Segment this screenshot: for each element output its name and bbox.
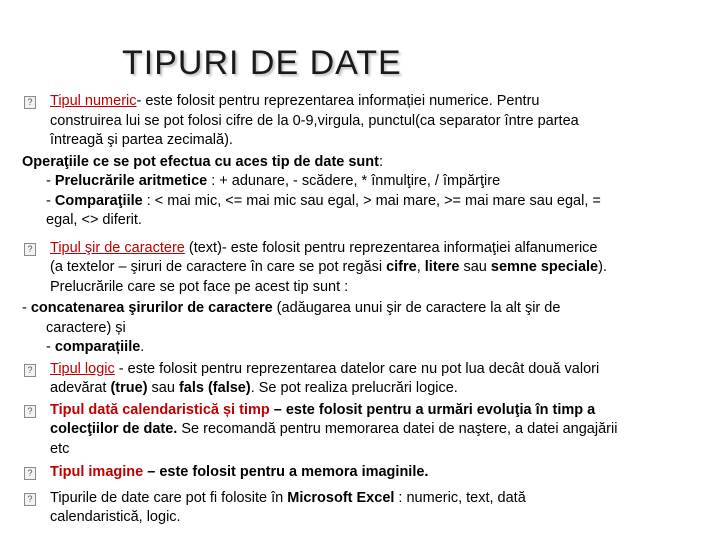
bullet-icon: ? [24,493,36,506]
slide-title: TIPURI DE DATE [122,44,402,82]
term-logic: Tipul logic [50,360,115,377]
list-item-excel: ? Tipurile de date care pot fi folosite în Microsoft Excel : numeric, text, dată calendaristică, logic. [22,489,702,528]
bullet-icon: ? [24,243,36,256]
bullet-icon: ? [24,467,36,480]
term-date: Tipul dată calendaristică și timp [50,401,270,418]
concat-block: - concatenarea şirurilor de caractere (adăugarea unui şir de caractere la alt şir de caractere) și - comparațiile. [22,300,561,355]
list-item-logic: ? Tipul logic - este folosit pentru reprezentarea datelor care nu pot lua decât două valori adevărat (true) sau fals (false). Se pot realiza prelucrări logice. [22,360,702,399]
bullet-icon: ? [24,96,36,109]
operations-block: Operaţiile ce se pot efectua cu aces tip de date sunt: - Prelucrările aritmetice : + adunare, - scădere, * înmulţire, / împărţire - Comparaţiile : < mai mic, <= mai mic sau egal, > mai mare, >= mai mare sau egal, = egal, <> diferit. [22,153,702,231]
bullet-icon: ? [24,405,36,418]
excel-name: Microsoft Excel [287,489,395,506]
arith-line: - Prelucrările aritmetice : + adunare, - scădere, * înmulţire, / împărţire [46,173,501,189]
list-item-date: ? Tipul dată calendaristică și timp – este folosit pentru a urmări evoluţia în timp a colecţiilor de date. Se recomandă pentru memorarea datei de naştere, a datei angajării etc [22,401,702,460]
comparison-line: - Comparaţiile : < mai mic, <= mai mic sau egal, > mai mare, >= mai mare sau egal, = [46,192,601,209]
term-string: Tipul şir de caractere [50,239,185,256]
term-image: Tipul imagine [50,464,144,480]
term-numeric: Tipul numeric [50,93,137,109]
slide-body [22,92,702,528]
bullet-icon: ? [24,364,36,377]
list-item-image: ? Tipul imagine – este folosit pentru a memora imaginile. [22,463,702,483]
list-item-string: ? Tipul şir de caractere (text)- este folosit pentru reprezentarea informaţiei alfanumerice (a textelor – şiruri de caractere în care se pot regăsi cifre, litere sau semne speciale). Prelucrările care se pot face pe acest tip sunt : [22,239,702,298]
operations-heading: Operaţiile ce se pot efectua cu aces tip de date sunt [22,153,379,170]
list-item-numeric: ? Tipul numeric- este folosit pentru reprezentarea informației numerice. Pentru construirea lui se pot folosi cifre de la 0-9,virgula, punctul(ca separator între partea întreagă şi partea zecimală). [22,92,702,151]
